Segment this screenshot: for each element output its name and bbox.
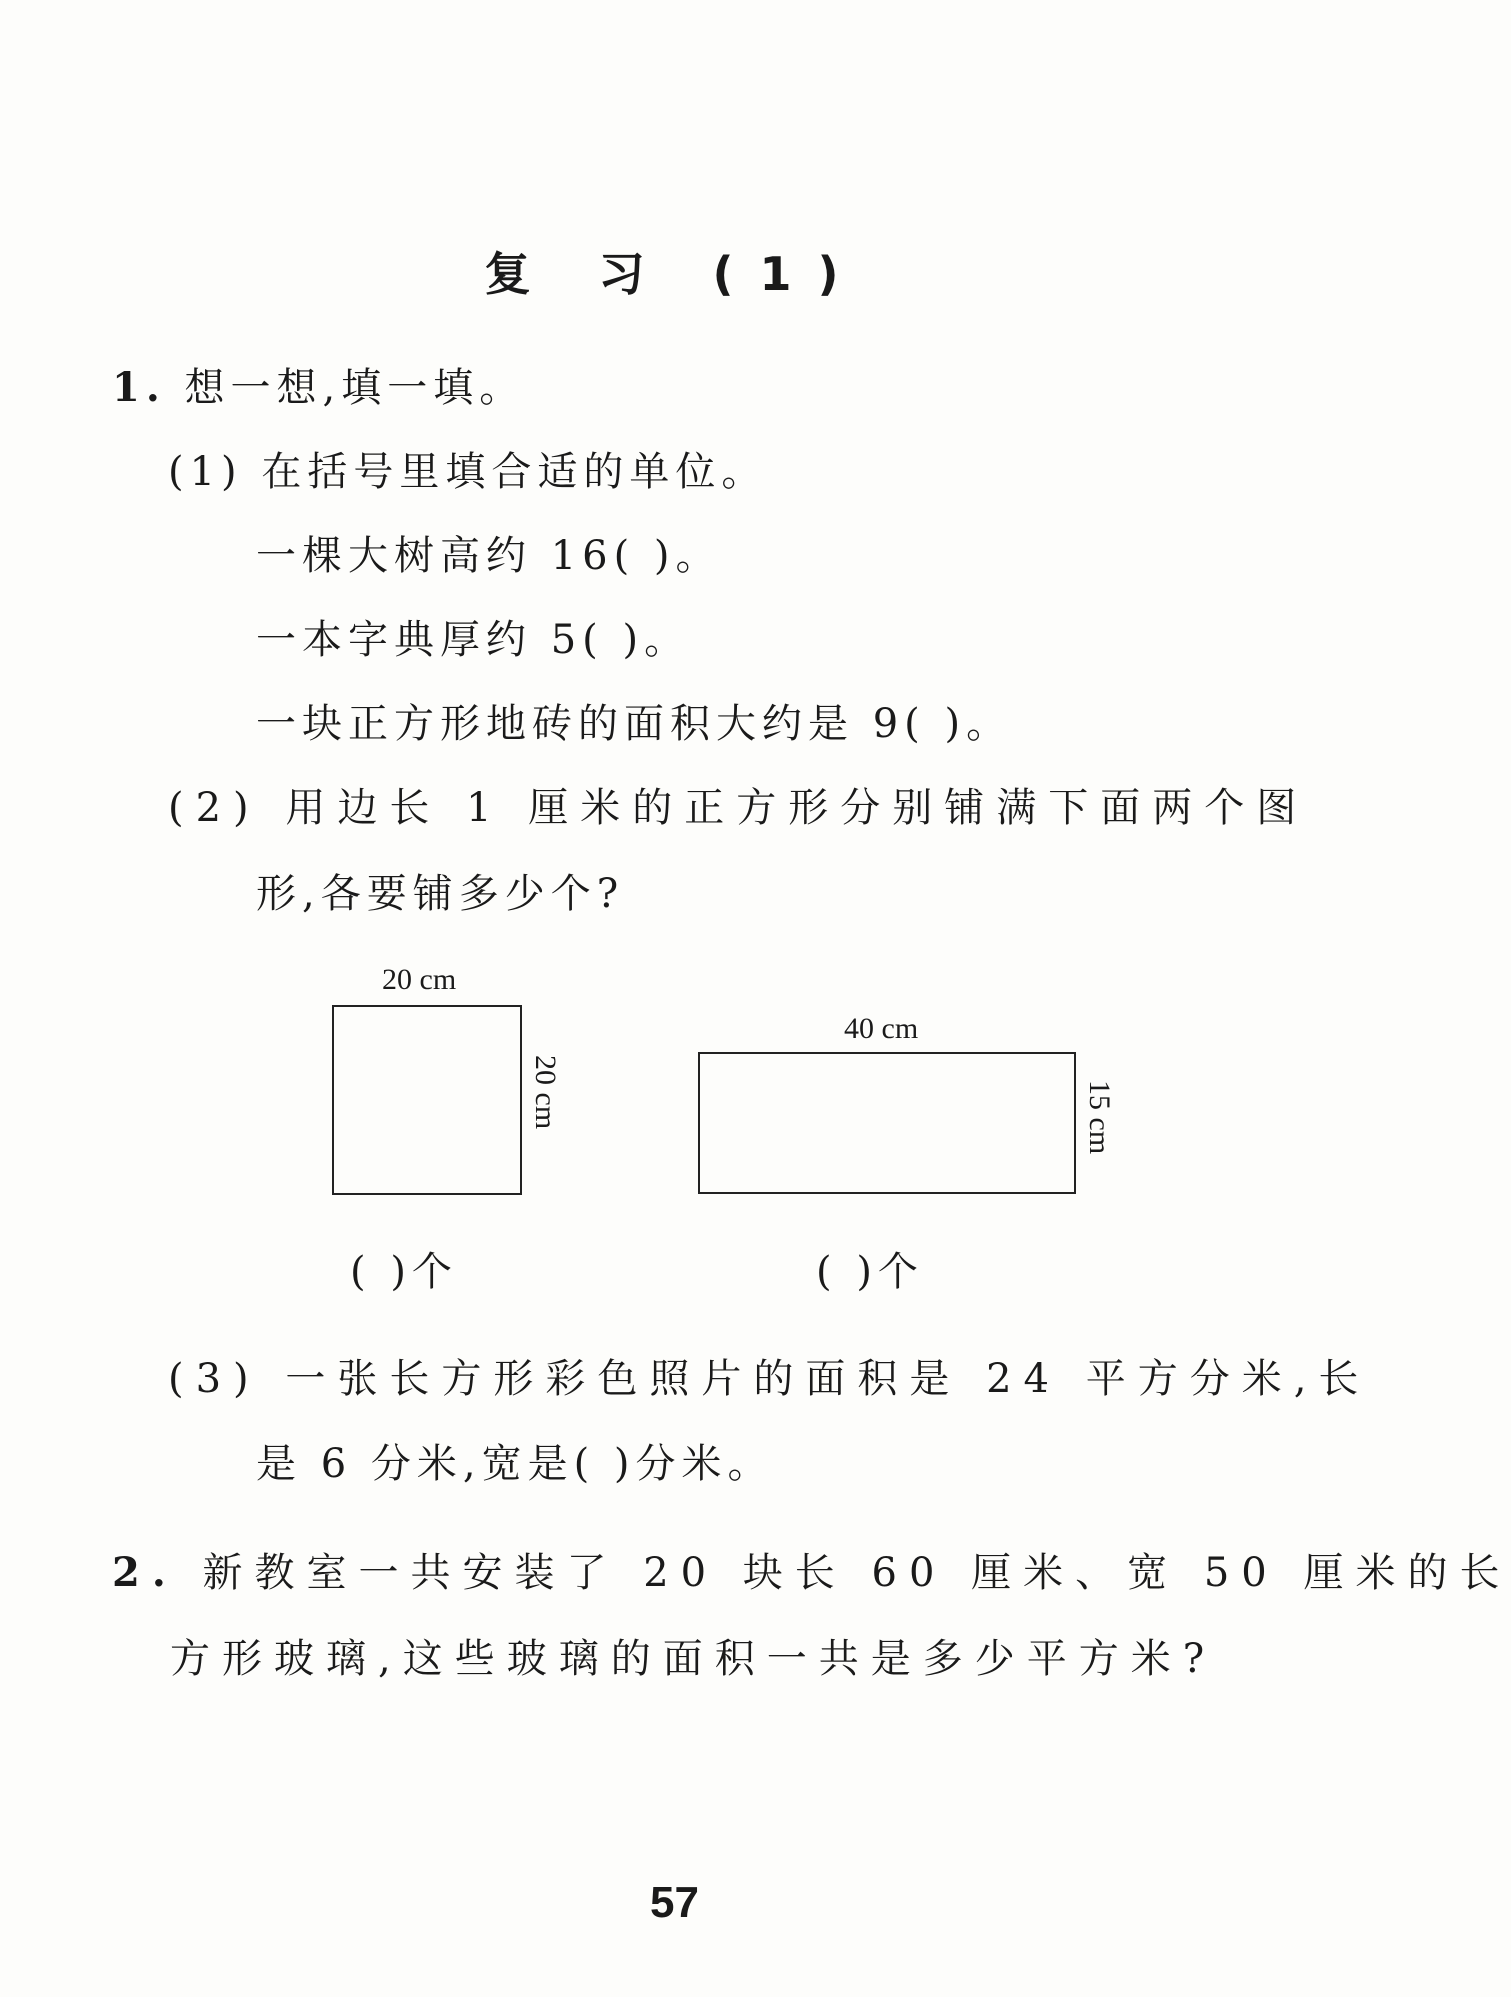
- part-1-label: (1): [168, 449, 243, 495]
- question-2-number: 2.: [112, 1549, 178, 1596]
- question-1-stem: [112, 356, 525, 413]
- square-figure: [332, 1005, 522, 1195]
- rectangle-side-label: 15 cm: [1083, 1080, 1116, 1155]
- part-2-line-2: 形,各要铺多少个?: [256, 871, 625, 917]
- square-answer-blank: ( )个: [350, 1249, 458, 1295]
- page-number: 57: [650, 1878, 699, 1927]
- question-1-text: 想一想,填一填。: [184, 365, 526, 411]
- part-1-line-dictionary: 一本字典厚约 5( )。: [256, 617, 691, 663]
- rectangle-figure: [698, 1052, 1076, 1194]
- rectangle-answer-blank: ( )个: [816, 1249, 924, 1295]
- part-3-text-1: 一张长方形彩色照片的面积是 24 平方分米,长: [285, 1356, 1371, 1402]
- part-1-heading: [168, 440, 767, 497]
- part-1-line-tree: 一棵大树高约 16( )。: [256, 533, 722, 579]
- part-3-line-1: [168, 1347, 1370, 1404]
- part-2-text-1: 用边长 1 厘米的正方形分别铺满下面两个图: [285, 785, 1309, 831]
- part-3-line-2: 是 6 分米,宽是( )分米。: [256, 1441, 774, 1487]
- part-1-text: 在括号里填合适的单位。: [261, 449, 768, 495]
- question-2-line-1: [112, 1541, 1511, 1598]
- part-2-label: (2): [168, 785, 261, 831]
- part-3-label: (3): [168, 1356, 261, 1402]
- square-top-label: 20 cm: [382, 963, 457, 996]
- square-side-label: 20 cm: [529, 1055, 562, 1130]
- question-1-number: 1.: [112, 364, 166, 411]
- question-2-text-1: 新教室一共安装了 20 块长 60 厘米、宽 50 厘米的长: [202, 1550, 1511, 1596]
- part-2-line-1: [168, 776, 1308, 833]
- rectangle-top-label: 40 cm: [844, 1012, 919, 1045]
- part-1-line-tile: 一块正方形地砖的面积大约是 9( )。: [256, 701, 1013, 747]
- page-title: 复 习 (1): [484, 247, 865, 301]
- question-2-line-2: 方形玻璃,这些玻璃的面积一共是多少平方米?: [170, 1636, 1217, 1682]
